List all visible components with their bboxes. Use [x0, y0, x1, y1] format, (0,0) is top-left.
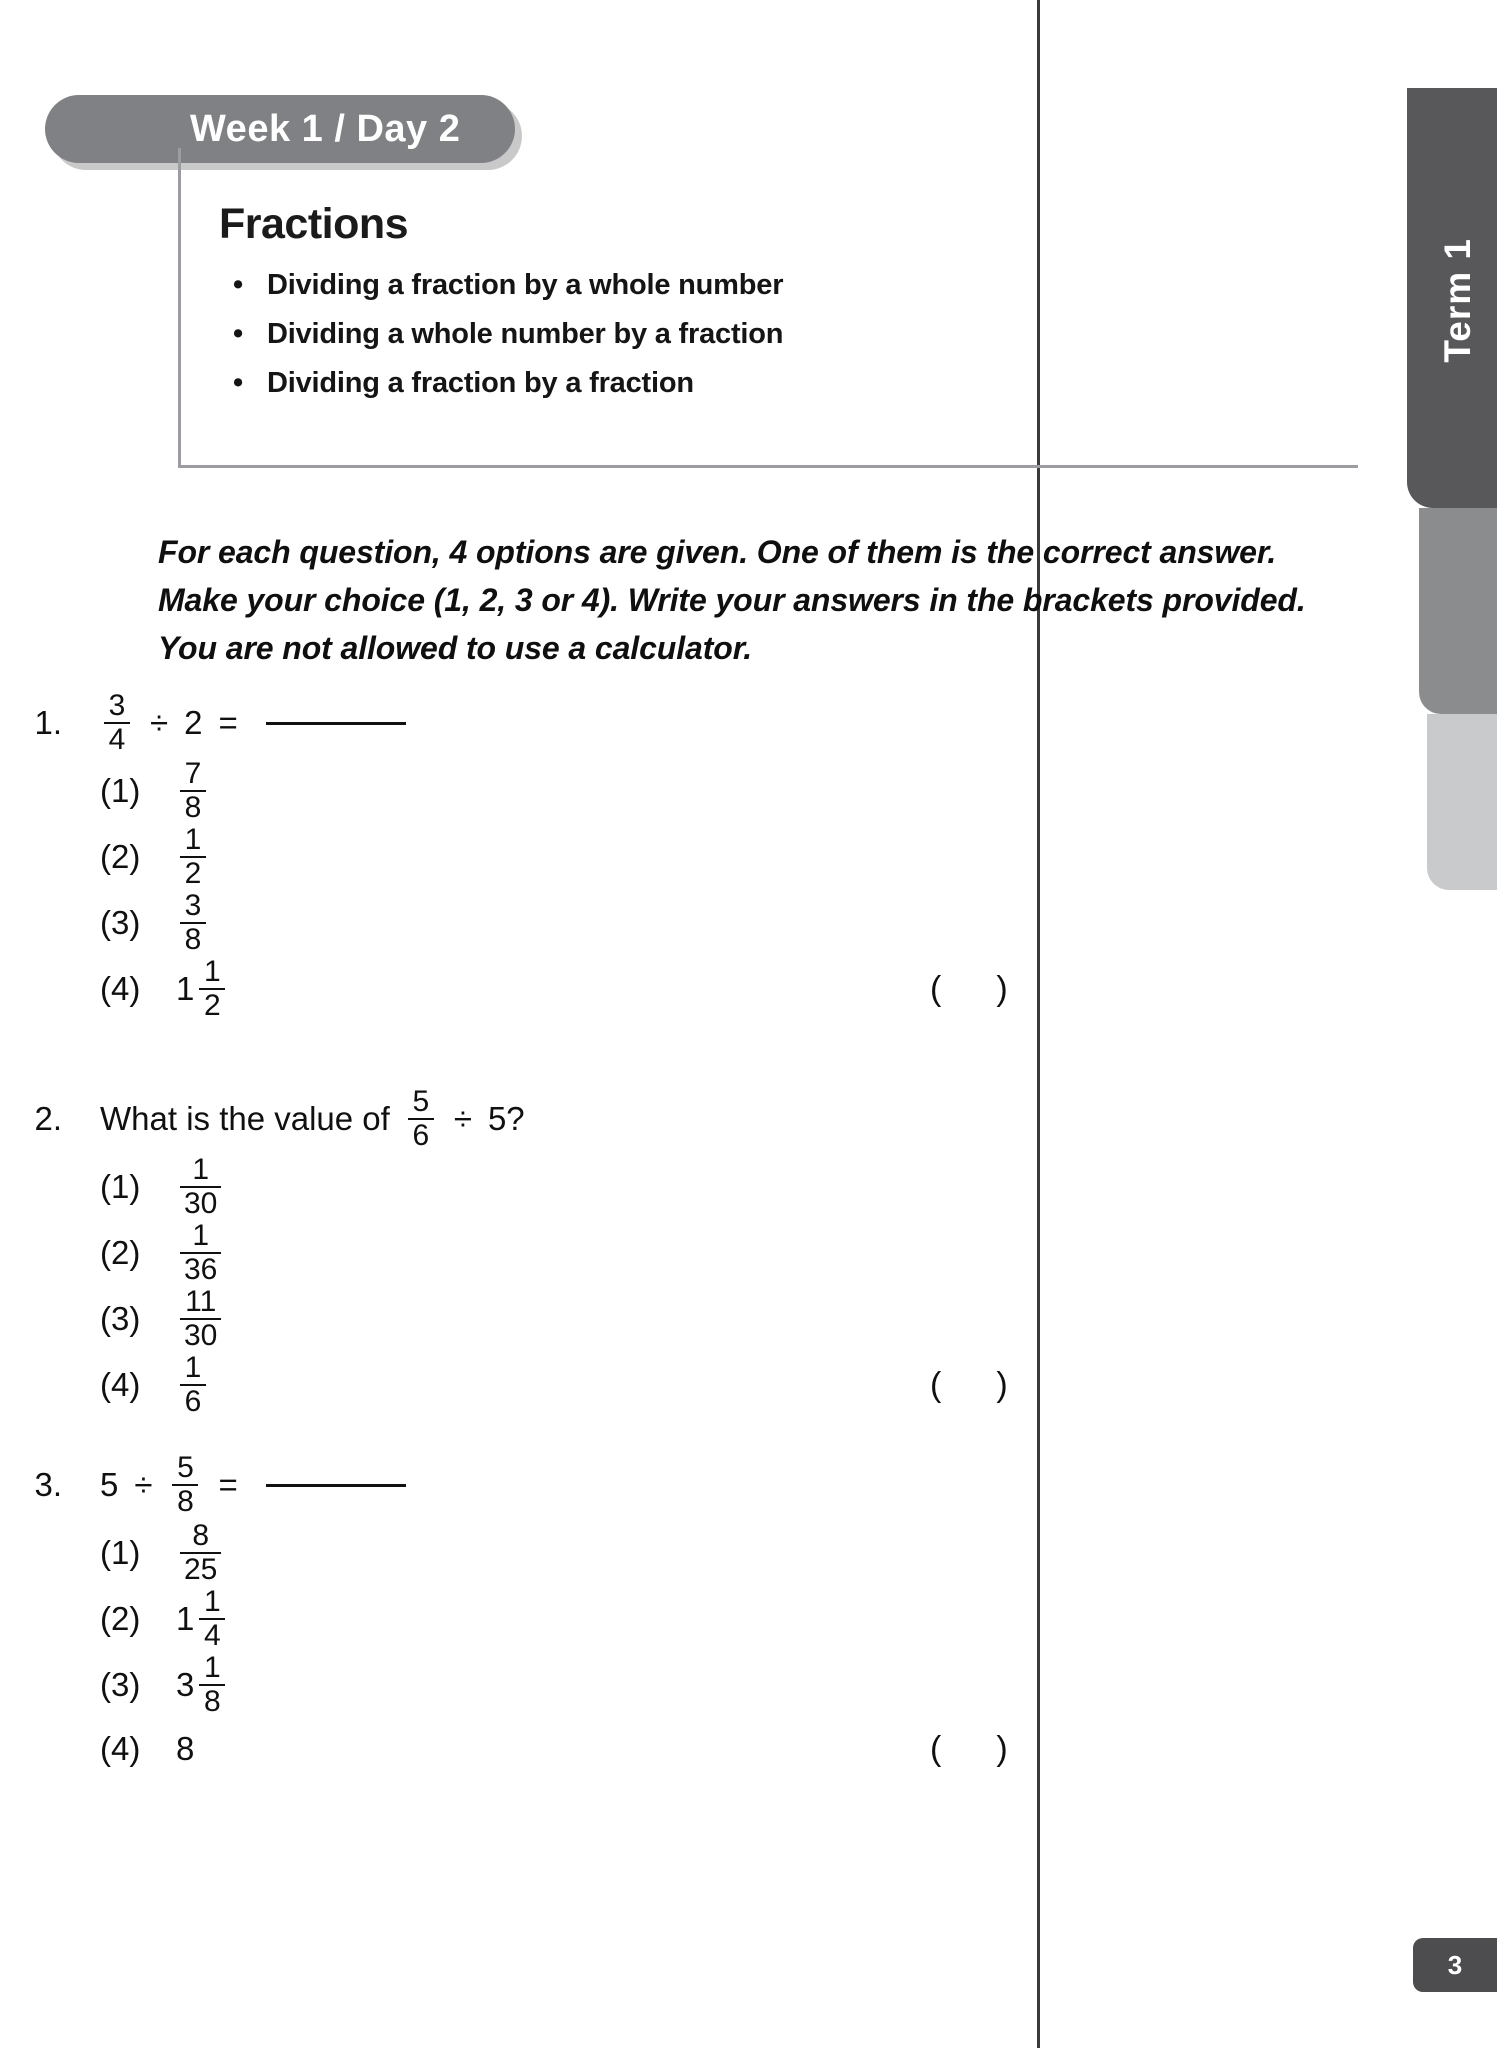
fraction-numerator: 1 [184, 1351, 202, 1384]
question-number: 3. [34, 1466, 62, 1503]
mixed-whole-part: 1 [176, 970, 195, 1007]
fraction [180, 758, 206, 824]
question-number: 1. [34, 704, 62, 741]
fraction-denominator: 36 [184, 1253, 218, 1286]
bullet-icon: • [233, 318, 243, 350]
option-label: (3) [100, 1666, 141, 1703]
question-text: 5 [100, 1466, 119, 1503]
term-tab-second[interactable] [1419, 508, 1497, 714]
topic-objective-list [219, 261, 1358, 408]
option-list [0, 757, 1063, 1022]
page-title: Fractions [219, 200, 409, 248]
option-value [176, 890, 210, 956]
fraction [172, 1452, 198, 1518]
fraction [180, 1286, 221, 1352]
option-value [176, 1154, 225, 1220]
term-tab-third[interactable] [1427, 714, 1497, 890]
fraction-denominator: 2 [204, 989, 221, 1022]
option-row[interactable] [0, 890, 1037, 956]
fraction-numerator: 1 [192, 1219, 210, 1252]
fraction-numerator: 11 [185, 1285, 217, 1318]
option-label: (3) [100, 904, 141, 941]
option-row[interactable] [0, 1586, 1037, 1652]
fraction-numerator: 5 [177, 1451, 194, 1484]
option-value [176, 1730, 194, 1768]
mixed-fraction-part [199, 1652, 225, 1718]
fraction [180, 1520, 221, 1586]
list-item [219, 261, 1358, 310]
fraction [180, 1352, 206, 1418]
list-item-label: Dividing a whole number by a fraction [267, 318, 784, 350]
answer-blank-rule[interactable] [266, 1484, 406, 1487]
mixed-whole-part: 1 [176, 1600, 195, 1637]
math-operator: ÷ [134, 1466, 153, 1503]
question-expression [100, 690, 406, 756]
bullet-icon: • [233, 269, 243, 301]
question-number: 2. [34, 1100, 62, 1137]
mixed-fraction-part [199, 956, 225, 1022]
fraction-numerator: 1 [204, 955, 221, 988]
fraction [180, 890, 206, 956]
option-value [176, 1286, 225, 1352]
option-value [176, 1352, 210, 1418]
bullet-icon: • [233, 367, 243, 399]
option-row[interactable] [0, 824, 1037, 890]
answer-bracket[interactable]: () [930, 1729, 1063, 1768]
option-row[interactable] [0, 1286, 1037, 1352]
fraction [104, 690, 130, 756]
mixed-number [176, 956, 229, 1022]
fraction-numerator: 1 [204, 1585, 221, 1618]
fraction-denominator: 8 [184, 923, 202, 956]
mixed-number [176, 1586, 229, 1652]
page-number: 3 [1413, 1938, 1497, 1992]
fraction-numerator: 1 [184, 823, 202, 856]
fraction-denominator: 6 [412, 1119, 430, 1152]
option-label: (4) [100, 970, 141, 1007]
fraction-denominator: 25 [184, 1553, 218, 1586]
option-row[interactable] [0, 1351, 1063, 1418]
fraction [408, 1086, 434, 1152]
instructions-line-2: Make your choice (1, 2, 3 or 4). Write your answers in the brackets provided. [158, 582, 1306, 618]
fraction [180, 824, 206, 890]
option-label: (1) [100, 1534, 141, 1571]
question-expression [100, 1086, 525, 1152]
math-operator: ÷ [150, 704, 169, 741]
fraction-numerator: 1 [204, 1651, 221, 1684]
fraction-numerator: 8 [192, 1519, 210, 1552]
option-value [176, 1220, 225, 1286]
fraction [180, 1220, 221, 1286]
option-value [176, 824, 210, 890]
question-expression [100, 1452, 406, 1518]
list-item-label: Dividing a fraction by a whole number [267, 269, 784, 301]
fraction-denominator: 6 [184, 1385, 202, 1418]
term-tab-active[interactable] [1407, 88, 1497, 508]
option-row[interactable] [0, 1220, 1037, 1286]
option-label: (2) [100, 838, 141, 875]
fraction [180, 1154, 221, 1220]
option-value [176, 758, 210, 824]
question-stem [0, 1452, 1037, 1518]
mixed-fraction-part [199, 1586, 225, 1652]
fraction-numerator: 1 [192, 1153, 210, 1186]
option-value [176, 1520, 225, 1586]
question-stem [0, 690, 1037, 756]
option-row[interactable] [0, 1652, 1037, 1718]
option-label: (1) [100, 1168, 141, 1205]
option-row[interactable] [0, 1154, 1037, 1220]
fraction-numerator: 7 [184, 757, 202, 790]
mixed-number [176, 1652, 229, 1718]
list-item [219, 359, 1358, 408]
question-1 [0, 689, 1063, 1022]
option-label: (2) [100, 1234, 141, 1271]
option-value [176, 1586, 229, 1652]
fraction-numerator: 3 [184, 889, 202, 922]
option-list [0, 1519, 1063, 1780]
fraction-denominator: 30 [184, 1319, 218, 1352]
fraction-numerator: 5 [412, 1085, 430, 1118]
math-operator: = [218, 1466, 238, 1503]
option-value [176, 956, 229, 1022]
question-text: 2 [184, 704, 203, 741]
answer-blank-rule[interactable] [266, 722, 406, 725]
question-spacer [0, 1022, 1037, 1086]
instructions-line-3: You are not allowed to use a calculator. [158, 630, 753, 666]
fraction-denominator: 4 [108, 723, 126, 756]
list-item [219, 310, 1358, 359]
questions-list [0, 689, 1063, 1814]
option-row[interactable] [0, 758, 1037, 824]
topic-box [178, 148, 1358, 468]
fraction-denominator: 8 [177, 1485, 194, 1518]
week-day-label: Week 1 / Day 2 [190, 107, 461, 150]
question-3 [0, 1451, 1063, 1780]
math-operator: ÷ [453, 1100, 472, 1137]
answer-bracket[interactable]: () [930, 1365, 1063, 1404]
question-spacer [0, 1780, 1037, 1814]
option-label: (3) [100, 1300, 141, 1337]
question-text: 8 [176, 1730, 195, 1767]
option-label: (4) [100, 1730, 141, 1767]
fraction-denominator: 4 [204, 1619, 221, 1652]
answer-bracket[interactable]: () [930, 969, 1063, 1008]
fraction-denominator: 8 [184, 791, 202, 824]
question-stem [0, 1086, 1037, 1152]
term-tab-label: Term 1 [1437, 238, 1478, 363]
list-item-label: Dividing a fraction by a fraction [267, 367, 694, 399]
option-value [176, 1652, 229, 1718]
option-label: (1) [100, 772, 141, 809]
question-text: What is the value of [100, 1100, 390, 1137]
mixed-whole-part: 3 [176, 1666, 195, 1703]
option-row[interactable] [0, 955, 1063, 1022]
instructions-block [158, 528, 1358, 672]
question-2 [0, 1085, 1063, 1418]
fraction-denominator: 30 [184, 1187, 218, 1220]
math-operator: = [218, 704, 238, 741]
option-label: (2) [100, 1600, 141, 1637]
option-row[interactable] [0, 1520, 1037, 1586]
question-text: 5? [487, 1100, 525, 1137]
instructions-line-1: For each question, 4 options are given. One of them is the correct answer. [158, 534, 1277, 570]
option-row[interactable] [0, 1718, 1063, 1780]
option-list [0, 1153, 1063, 1418]
fraction-denominator: 8 [204, 1685, 221, 1718]
fraction-denominator: 2 [184, 857, 202, 890]
fraction-numerator: 3 [108, 689, 126, 722]
option-label: (4) [100, 1366, 141, 1403]
question-spacer [0, 1418, 1037, 1452]
